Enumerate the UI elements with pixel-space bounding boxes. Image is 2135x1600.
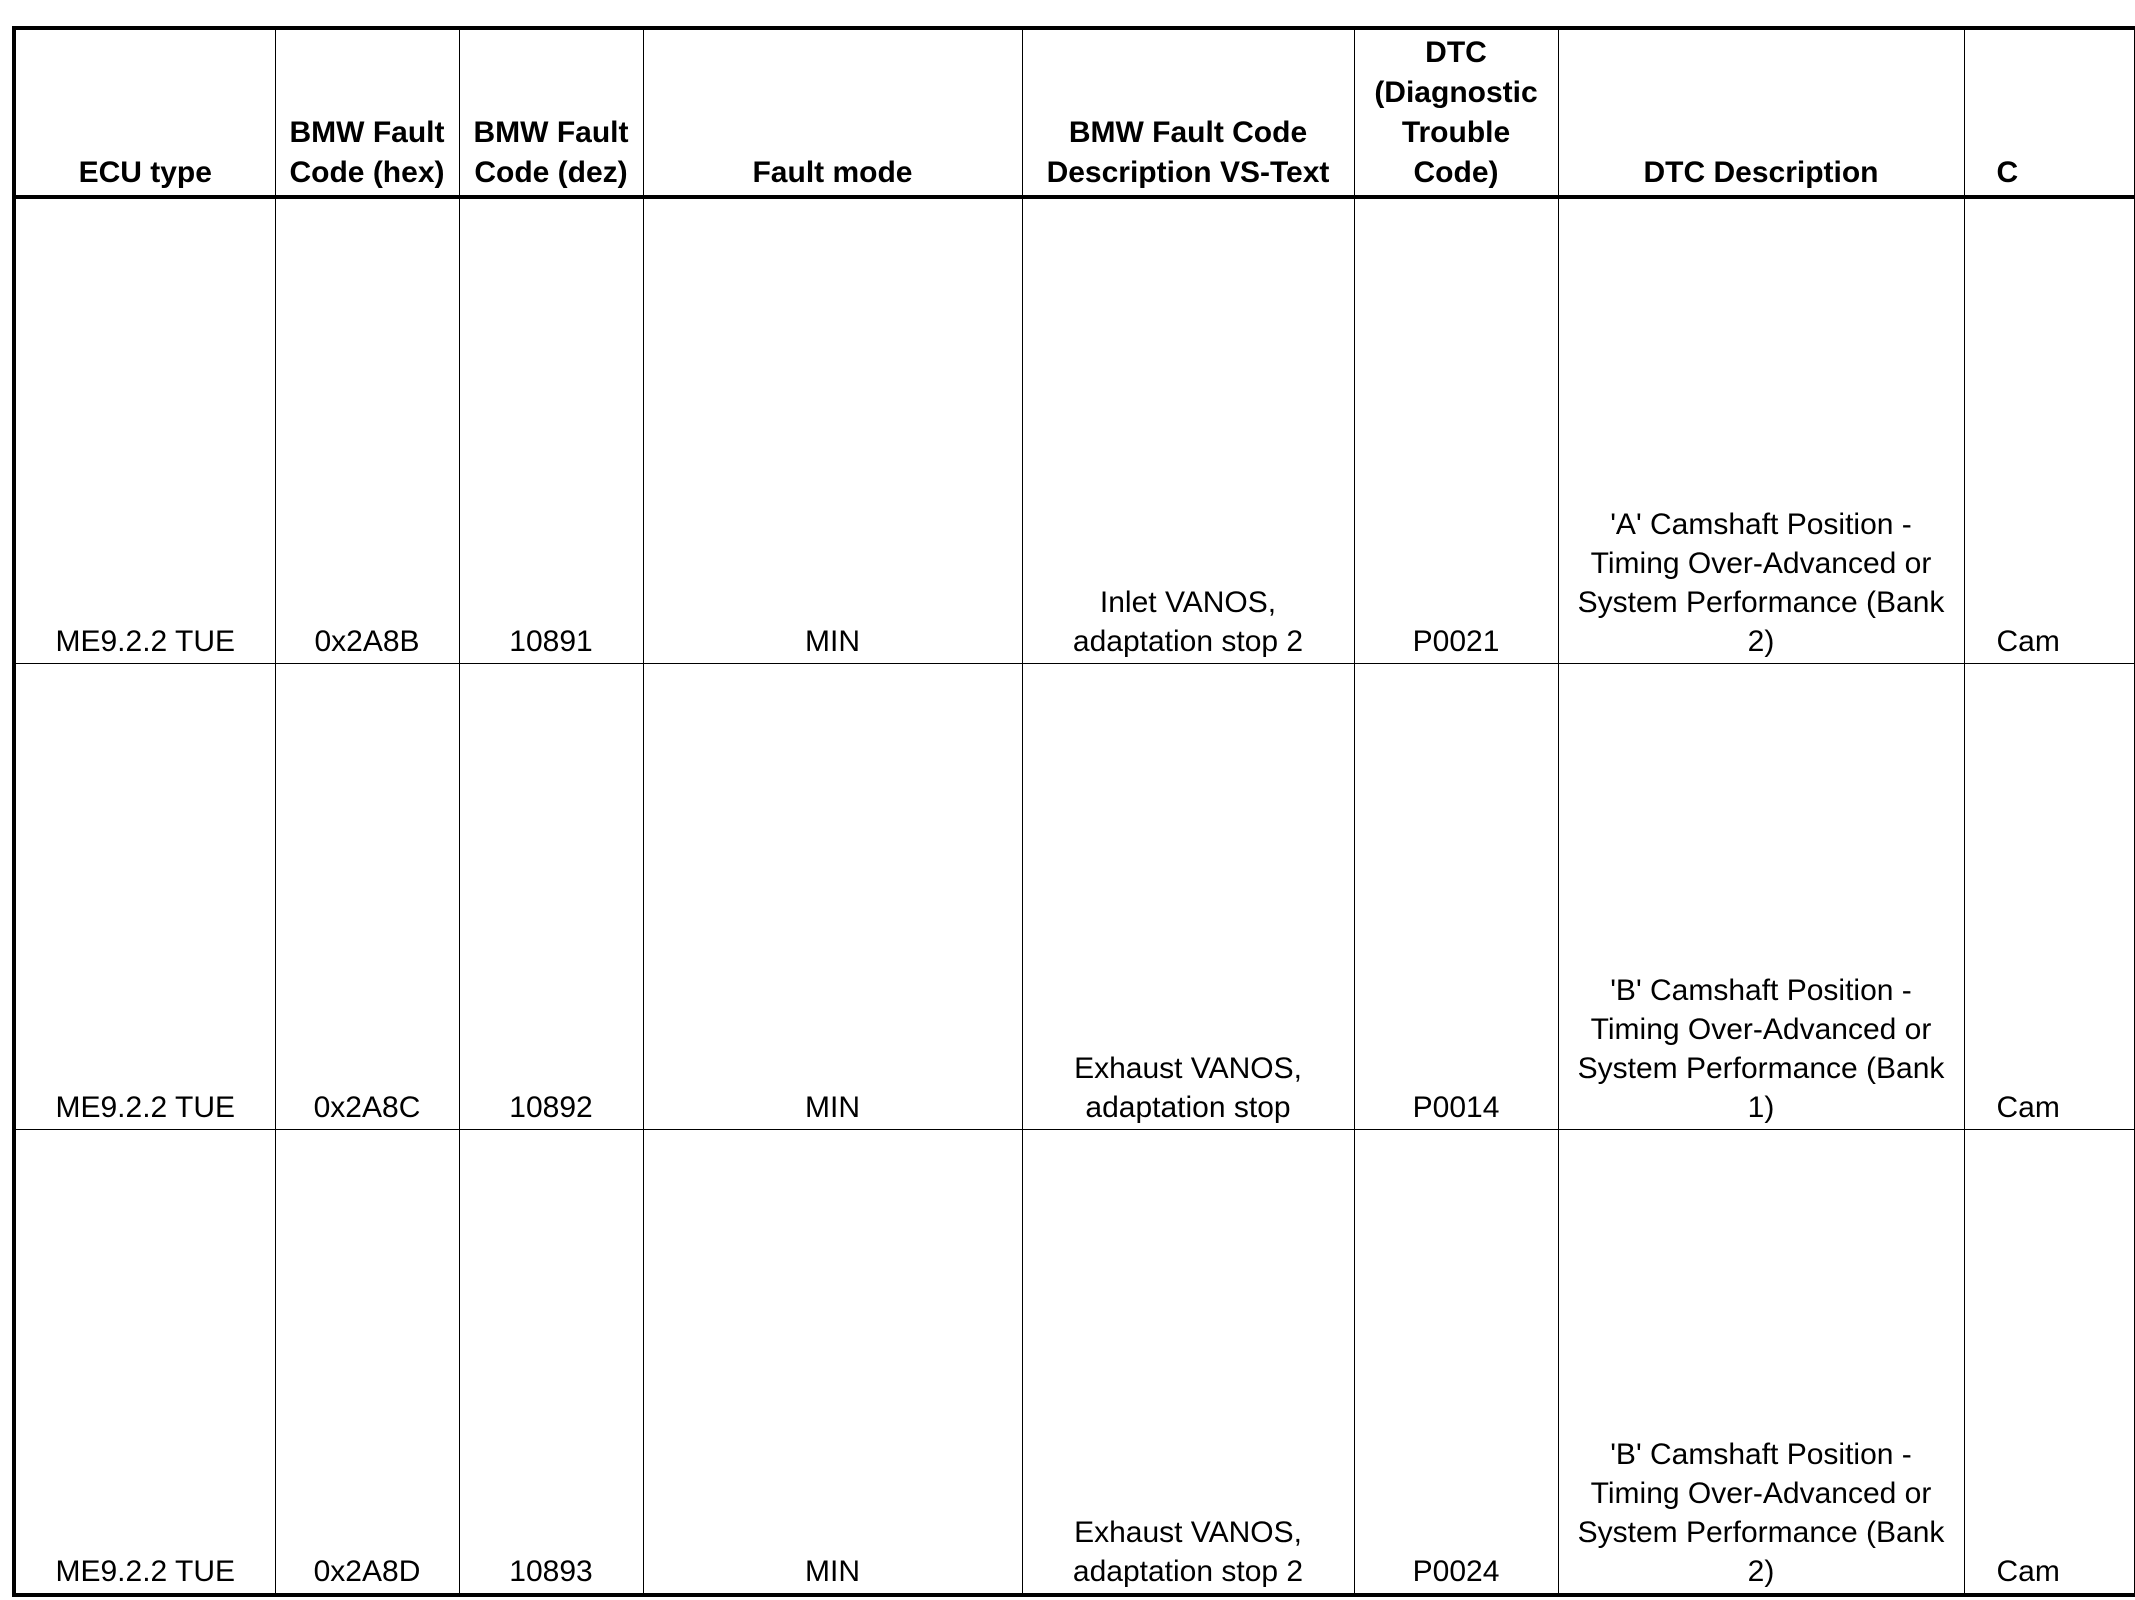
header-dtc: DTC (Diagnostic Trouble Code) bbox=[1354, 28, 1558, 197]
cell-fault-mode: MIN bbox=[643, 663, 1022, 1129]
fault-code-table bbox=[12, 26, 2135, 1597]
cell-description-vs-text: Exhaust VANOS, adaptation stop 2 bbox=[1022, 1129, 1354, 1595]
cell-description-vs-text: Exhaust VANOS, adaptation stop bbox=[1022, 663, 1354, 1129]
cell-fault-code-dez: 10893 bbox=[459, 1129, 643, 1595]
cell-fault-code-hex: 0x2A8C bbox=[275, 663, 459, 1129]
header-fault-mode: Fault mode bbox=[643, 28, 1022, 197]
table-row bbox=[14, 1129, 2134, 1595]
cell-clipped: Cam bbox=[1964, 197, 2134, 663]
cell-fault-code-dez: 10891 bbox=[459, 197, 643, 663]
cell-dtc: P0024 bbox=[1354, 1129, 1558, 1595]
cell-ecu-type: ME9.2.2 TUE bbox=[14, 663, 275, 1129]
header-ecu-type: ECU type bbox=[14, 28, 275, 197]
cell-clipped: Cam bbox=[1964, 663, 2134, 1129]
cell-fault-mode: MIN bbox=[643, 1129, 1022, 1595]
header-description-vs-text: BMW Fault Code Description VS-Text bbox=[1022, 28, 1354, 197]
cell-fault-code-hex: 0x2A8B bbox=[275, 197, 459, 663]
cell-dtc-description: 'B' Camshaft Position - Timing Over-Advanced or System Performance (Bank 2) bbox=[1558, 1129, 1964, 1595]
cell-description-vs-text: Inlet VANOS, adaptation stop 2 bbox=[1022, 197, 1354, 663]
cell-fault-mode: MIN bbox=[643, 197, 1022, 663]
header-fault-code-hex: BMW Fault Code (hex) bbox=[275, 28, 459, 197]
cell-clipped: Cam bbox=[1964, 1129, 2134, 1595]
cell-fault-code-hex: 0x2A8D bbox=[275, 1129, 459, 1595]
cell-ecu-type: ME9.2.2 TUE bbox=[14, 197, 275, 663]
cell-fault-code-dez: 10892 bbox=[459, 663, 643, 1129]
cell-dtc: P0014 bbox=[1354, 663, 1558, 1129]
cell-dtc-description: 'A' Camshaft Position - Timing Over-Advanced or System Performance (Bank 2) bbox=[1558, 197, 1964, 663]
table-row bbox=[14, 197, 2134, 663]
header-row bbox=[14, 28, 2134, 197]
header-dtc-description: DTC Description bbox=[1558, 28, 1964, 197]
header-fault-code-dez: BMW Fault Code (dez) bbox=[459, 28, 643, 197]
table-row bbox=[14, 663, 2134, 1129]
cell-dtc-description: 'B' Camshaft Position - Timing Over-Advanced or System Performance (Bank 1) bbox=[1558, 663, 1964, 1129]
cell-dtc: P0021 bbox=[1354, 197, 1558, 663]
cell-ecu-type: ME9.2.2 TUE bbox=[14, 1129, 275, 1595]
header-clipped-column: C bbox=[1964, 28, 2134, 197]
